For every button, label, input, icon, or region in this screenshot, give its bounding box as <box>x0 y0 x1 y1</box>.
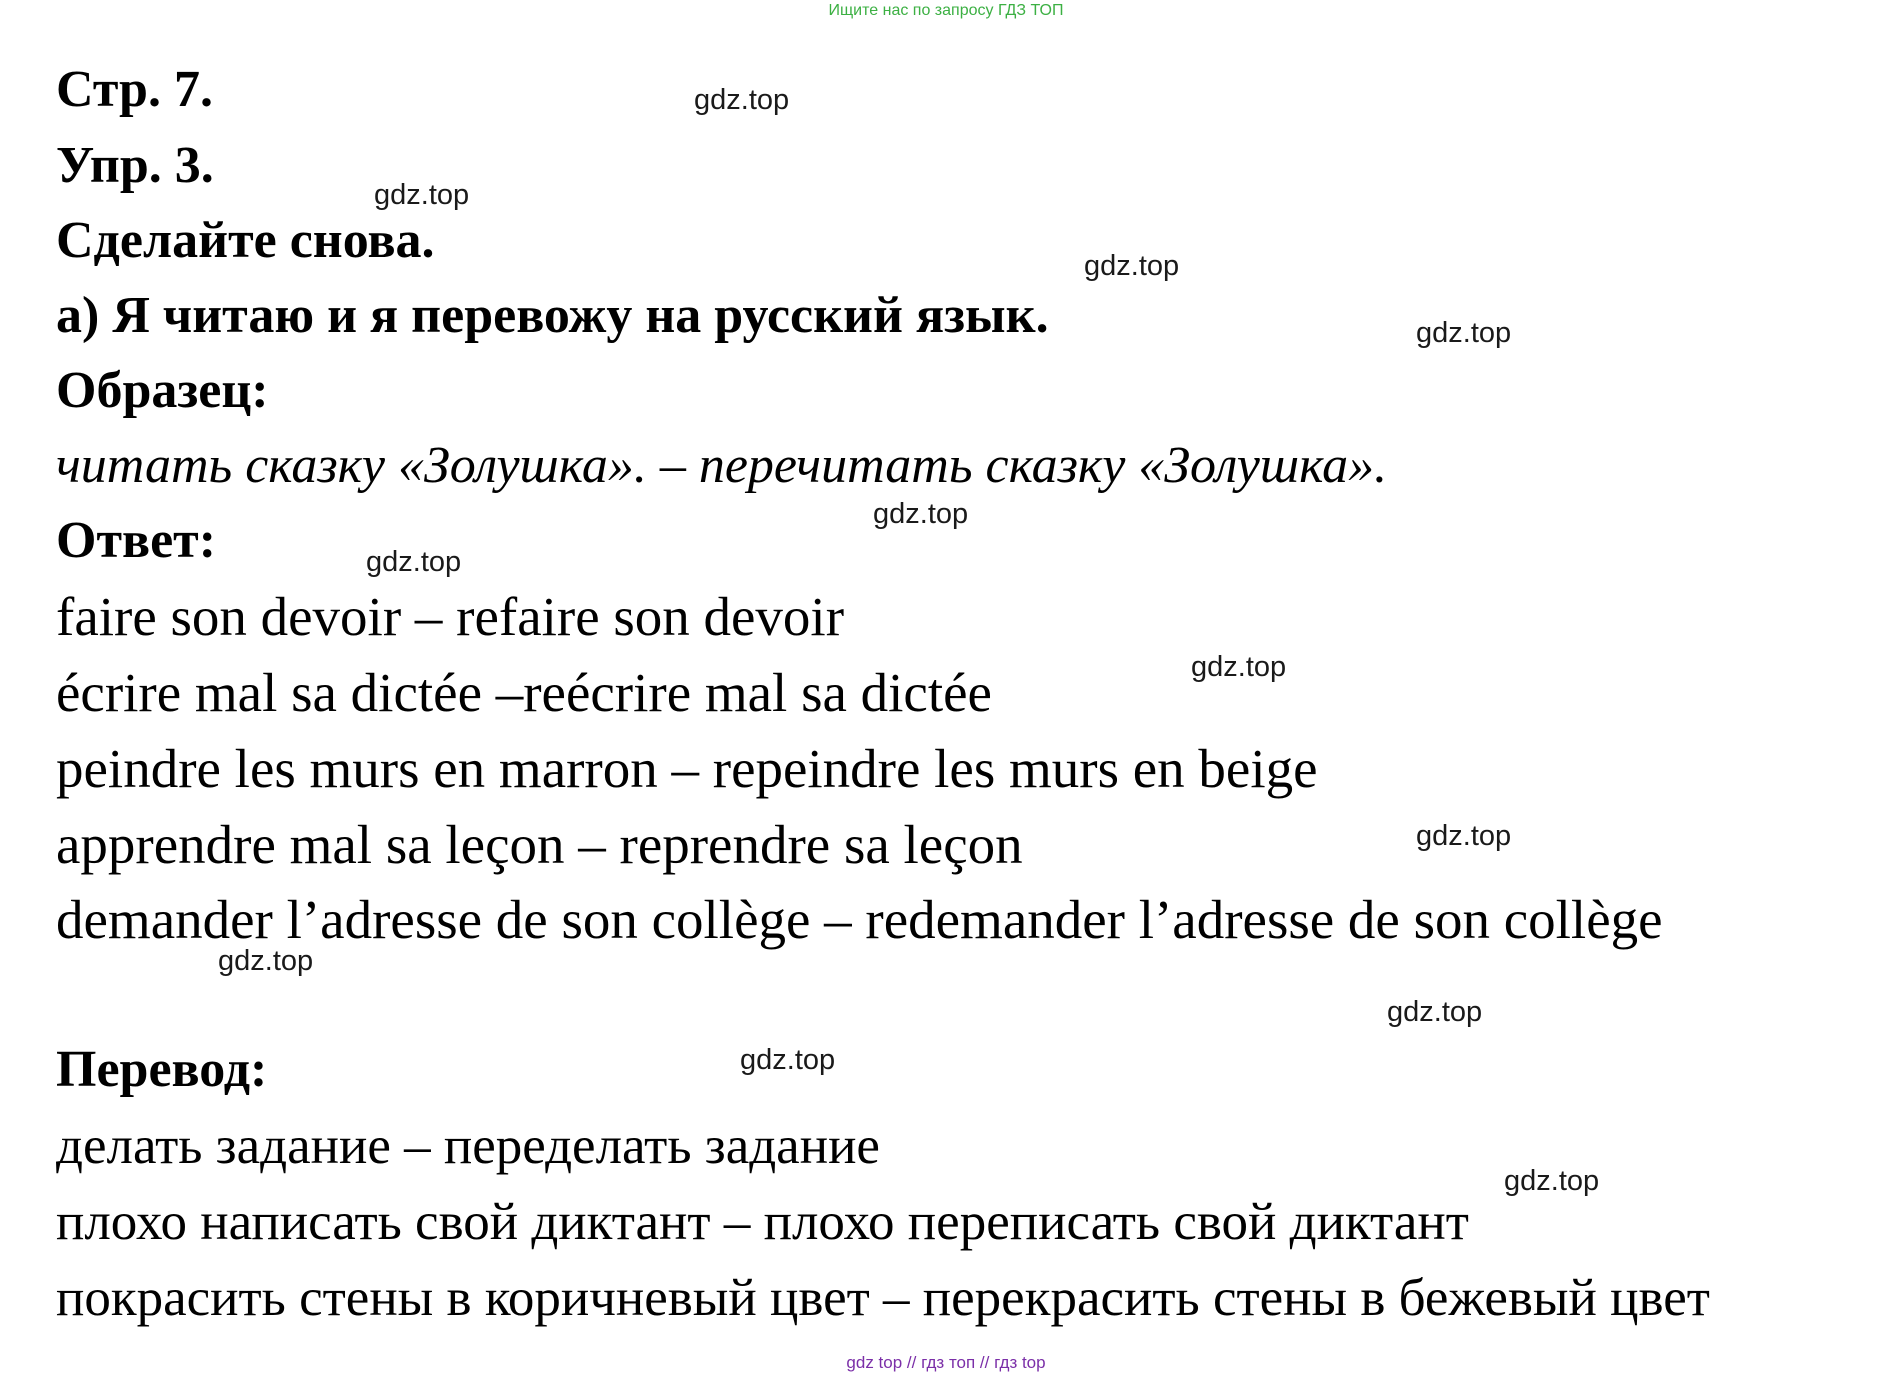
top-banner: Ищите нас по запросу ГДЗ ТОП <box>828 2 1064 19</box>
watermark: gdz.top <box>873 498 969 530</box>
translation-line: плохо написать свой диктант – плохо переписать свой диктант <box>56 1193 1469 1251</box>
watermark: gdz.top <box>1387 996 1483 1028</box>
watermark: gdz.top <box>374 179 470 211</box>
exercise-reference: Упр. 3. <box>56 137 214 194</box>
watermark: gdz.top <box>1416 820 1512 852</box>
sample-text: читать сказку «Золушка». – перечитать сказку «Золушка». <box>56 437 1388 494</box>
watermark: gdz.top <box>1504 1165 1600 1197</box>
watermark: gdz.top <box>218 945 314 977</box>
watermark: gdz.top <box>1416 317 1512 349</box>
exercise-title: Сделайте снова. <box>56 212 435 269</box>
answer-line: peindre les murs en marron – repeindre les murs en beige <box>56 738 1318 799</box>
answer-label: Ответ: <box>56 512 217 569</box>
translation-line: делать задание – переделать задание <box>56 1117 880 1175</box>
answer-line: demander l’adresse de son collège – redemander l’adresse de son collège <box>56 889 1663 950</box>
watermark: gdz.top <box>740 1044 836 1076</box>
watermark: gdz.top <box>1084 250 1180 282</box>
answer-line: écrire mal sa dictée –reécrire mal sa dictée <box>56 662 992 723</box>
translation-line: покрасить стены в коричневый цвет – перекрасить стены в бежевый цвет <box>56 1269 1710 1327</box>
translation-label: Перевод: <box>56 1041 268 1098</box>
answer-line: faire son devoir – refaire son devoir <box>56 586 845 647</box>
task-statement: а) Я читаю и я перевожу на русский язык. <box>56 287 1049 344</box>
page-reference: Стр. 7. <box>56 61 213 118</box>
sample-label: Образец: <box>56 362 269 419</box>
watermark: gdz.top <box>694 84 790 116</box>
footer-watermark: gdz top // гдз топ // гдз top <box>846 1353 1046 1372</box>
watermark: gdz.top <box>1191 651 1287 683</box>
watermark: gdz.top <box>366 546 462 578</box>
answer-line: apprendre mal sa leçon – reprendre sa leçon <box>56 814 1023 875</box>
